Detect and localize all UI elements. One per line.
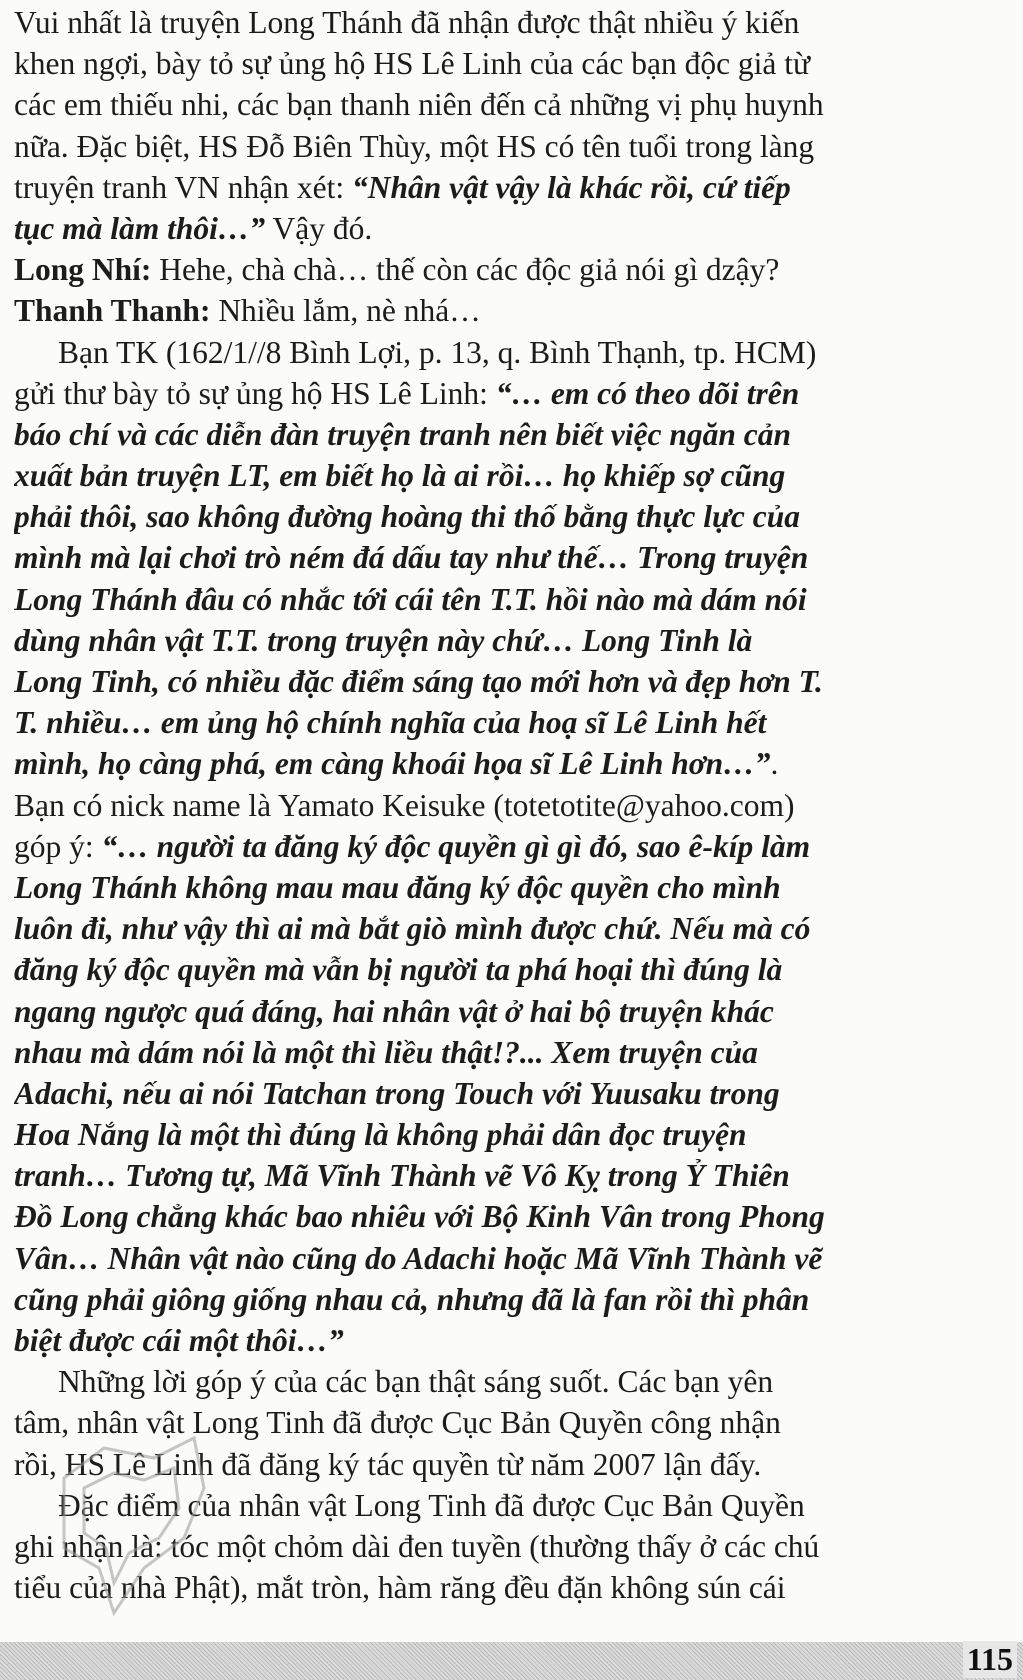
- text-line: [14, 1444, 1014, 1485]
- text-segment: Bạn TK (162/1//8 Bình Lợi, p. 13, q. Bình Thạnh, tp. HCM): [58, 334, 817, 370]
- text-segment: gửi thư bày tỏ sự ủng hộ HS Lê Linh:: [14, 375, 496, 411]
- text-segment: “… em có theo dõi trên: [495, 375, 800, 411]
- text-segment: “… người ta đăng ký độc quyền gì gì đó, sao ê-kíp làm: [101, 828, 811, 864]
- text-line: [14, 1155, 1014, 1196]
- text-segment: Những lời góp ý của các bạn thật sáng suốt. Các bạn yên: [58, 1364, 774, 1400]
- text-line: [14, 908, 1014, 949]
- text-segment: T. nhiều… em ủng hộ chính nghĩa của hoạ sĩ Lê Linh hết: [14, 705, 767, 741]
- text-segment: “Nhân vật vậy là khác rồi, cứ tiếp: [351, 169, 791, 205]
- text-line: [14, 332, 1014, 373]
- document-body: [14, 2, 1014, 1608]
- text-line: [14, 661, 1014, 702]
- text-line: [14, 126, 1014, 167]
- text-segment: cũng phải giông giống nhau cả, nhưng đã là fan rồi thì phân: [14, 1281, 810, 1317]
- text-line: [14, 1114, 1014, 1155]
- text-segment: tiểu của nhà Phật), mắt tròn, hàm răng đều đặn không sún cái: [14, 1570, 786, 1606]
- text-line: [14, 2, 1014, 43]
- text-line: [14, 414, 1014, 455]
- text-segment: Long Thánh không mau mau đăng ký độc quyền cho mình: [14, 869, 781, 905]
- text-segment: biệt được cái một thôi…”: [14, 1323, 344, 1358]
- text-line: [14, 43, 1014, 84]
- text-segment: Long Nhí:: [14, 252, 152, 288]
- text-line: [14, 1526, 1014, 1567]
- text-line: [14, 620, 1014, 661]
- text-segment: báo chí và các diễn đàn truyện tranh nên biết việc ngăn cản: [14, 416, 792, 452]
- text-segment: rồi, HS Lê Linh đã đăng ký tác quyền từ năm 2007 lận đấy.: [14, 1446, 762, 1482]
- text-segment: nữa. Đặc biệt, HS Đỗ Biên Thùy, một HS có tên tuổi trong làng: [14, 128, 815, 164]
- text-segment: đăng ký độc quyền mà vẫn bị người ta phá hoại thì đúng là: [14, 952, 783, 988]
- text-segment: khen ngợi, bày tỏ sự ủng hộ HS Lê Linh của các bạn độc giả từ: [14, 46, 811, 82]
- text-segment: Đặc điểm của nhân vật Long Tinh đã được Cục Bản Quyền: [58, 1487, 805, 1523]
- text-line: [14, 1567, 1014, 1608]
- text-segment: Nhiều lắm, nè nhá…: [210, 293, 481, 329]
- text-segment: ghi nhận là: tóc một chỏm dài đen tuyền (thường thấy ở các chú: [14, 1528, 820, 1564]
- text-line: [14, 826, 1014, 867]
- text-segment: Bạn có nick name là Yamato Keisuke (totetotite@yahoo.com): [14, 787, 795, 823]
- text-segment: Đồ Long chẳng khác bao nhiêu với Bộ Kinh Vân trong Phong: [14, 1199, 825, 1235]
- text-segment: góp ý:: [14, 828, 102, 864]
- text-line: [14, 1032, 1014, 1073]
- text-segment: Thanh Thanh:: [14, 293, 211, 329]
- text-segment: xuất bản truyện LT, em biết họ là ai rồi… họ khiếp sợ cũng: [14, 458, 786, 494]
- page-number: 115: [963, 1641, 1017, 1678]
- text-segment: Vui nhất là truyện Long Thánh đã nhận được thật nhiều ý kiến: [14, 5, 800, 40]
- text-segment: ngang ngược quá đáng, hai nhân vật ở hai bộ truyện khác: [14, 993, 774, 1029]
- text-line: [14, 579, 1014, 620]
- text-line: [14, 785, 1014, 826]
- text-line: [14, 1196, 1014, 1237]
- text-line: [14, 1402, 1014, 1443]
- text-segment: Hehe, chà chà… thế còn các độc giả nói gì dzậy?: [151, 252, 780, 288]
- text-line: [14, 167, 1014, 208]
- text-segment: tranh… Tương tự, Mã Vĩnh Thành vẽ Vô Kỵ trong Ỷ Thiên: [14, 1158, 790, 1194]
- text-line: [14, 455, 1014, 496]
- text-line: [14, 1320, 1014, 1361]
- text-segment: tục mà làm thôi…”: [14, 210, 266, 246]
- text-segment: Vậy đó.: [265, 210, 373, 246]
- text-line: [14, 991, 1014, 1032]
- text-segment: truyện tranh VN nhận xét:: [14, 169, 352, 205]
- text-line: [14, 537, 1014, 578]
- text-segment: Vân… Nhân vật nào cũng do Adachi hoặc Mã Vĩnh Thành vẽ: [14, 1240, 823, 1276]
- text-segment: tâm, nhân vật Long Tinh đã được Cục Bản Quyền công nhận: [14, 1405, 781, 1441]
- text-segment: Long Thánh đâu có nhắc tới cái tên T.T. hồi nào mà dám nói: [14, 581, 807, 617]
- text-segment: phải thôi, sao không đường hoàng thi thố bằng thực lực của: [14, 499, 800, 535]
- text-line: [14, 702, 1014, 743]
- text-segment: Hoa Nắng là một thì đúng là không phải dân đọc truyện: [14, 1117, 747, 1153]
- text-segment: mình mà lại chơi trò ném đá dấu tay như thế… Trong truyện: [14, 540, 809, 576]
- text-line: [14, 208, 1014, 249]
- text-line: [14, 1485, 1014, 1526]
- text-segment: nhau mà dám nói là một thì liều thật!?... Xem truyện của: [14, 1034, 758, 1070]
- text-segment: Long Tinh, có nhiều đặc điểm sáng tạo mới hơn và đẹp hơn T.: [14, 664, 823, 699]
- text-line: [14, 949, 1014, 990]
- text-line: [14, 1361, 1014, 1402]
- text-line: [14, 496, 1014, 537]
- footer-bar: [0, 1642, 1023, 1680]
- text-line: [14, 867, 1014, 908]
- text-line: [14, 1279, 1014, 1320]
- text-line: [14, 1238, 1014, 1279]
- text-segment: các em thiếu nhi, các bạn thanh niên đến cả những vị phụ huynh: [14, 87, 824, 123]
- text-segment: Adachi, nếu ai nói Tatchan trong Touch với Yuusaku trong: [14, 1075, 780, 1111]
- text-line: [14, 290, 1014, 331]
- text-segment: mình, họ càng phá, em càng khoái họa sĩ Lê Linh hơn…”: [14, 746, 771, 782]
- text-segment: .: [770, 746, 779, 782]
- text-line: [14, 84, 1014, 125]
- text-line: [14, 743, 1014, 784]
- text-line: [14, 249, 1014, 290]
- text-line: [14, 1073, 1014, 1114]
- text-line: [14, 373, 1014, 414]
- text-segment: dùng nhân vật T.T. trong truyện này chứ… Long Tinh là: [14, 622, 753, 658]
- text-segment: luôn đi, như vậy thì ai mà bắt giò mình được chứ. Nếu mà có: [14, 911, 811, 947]
